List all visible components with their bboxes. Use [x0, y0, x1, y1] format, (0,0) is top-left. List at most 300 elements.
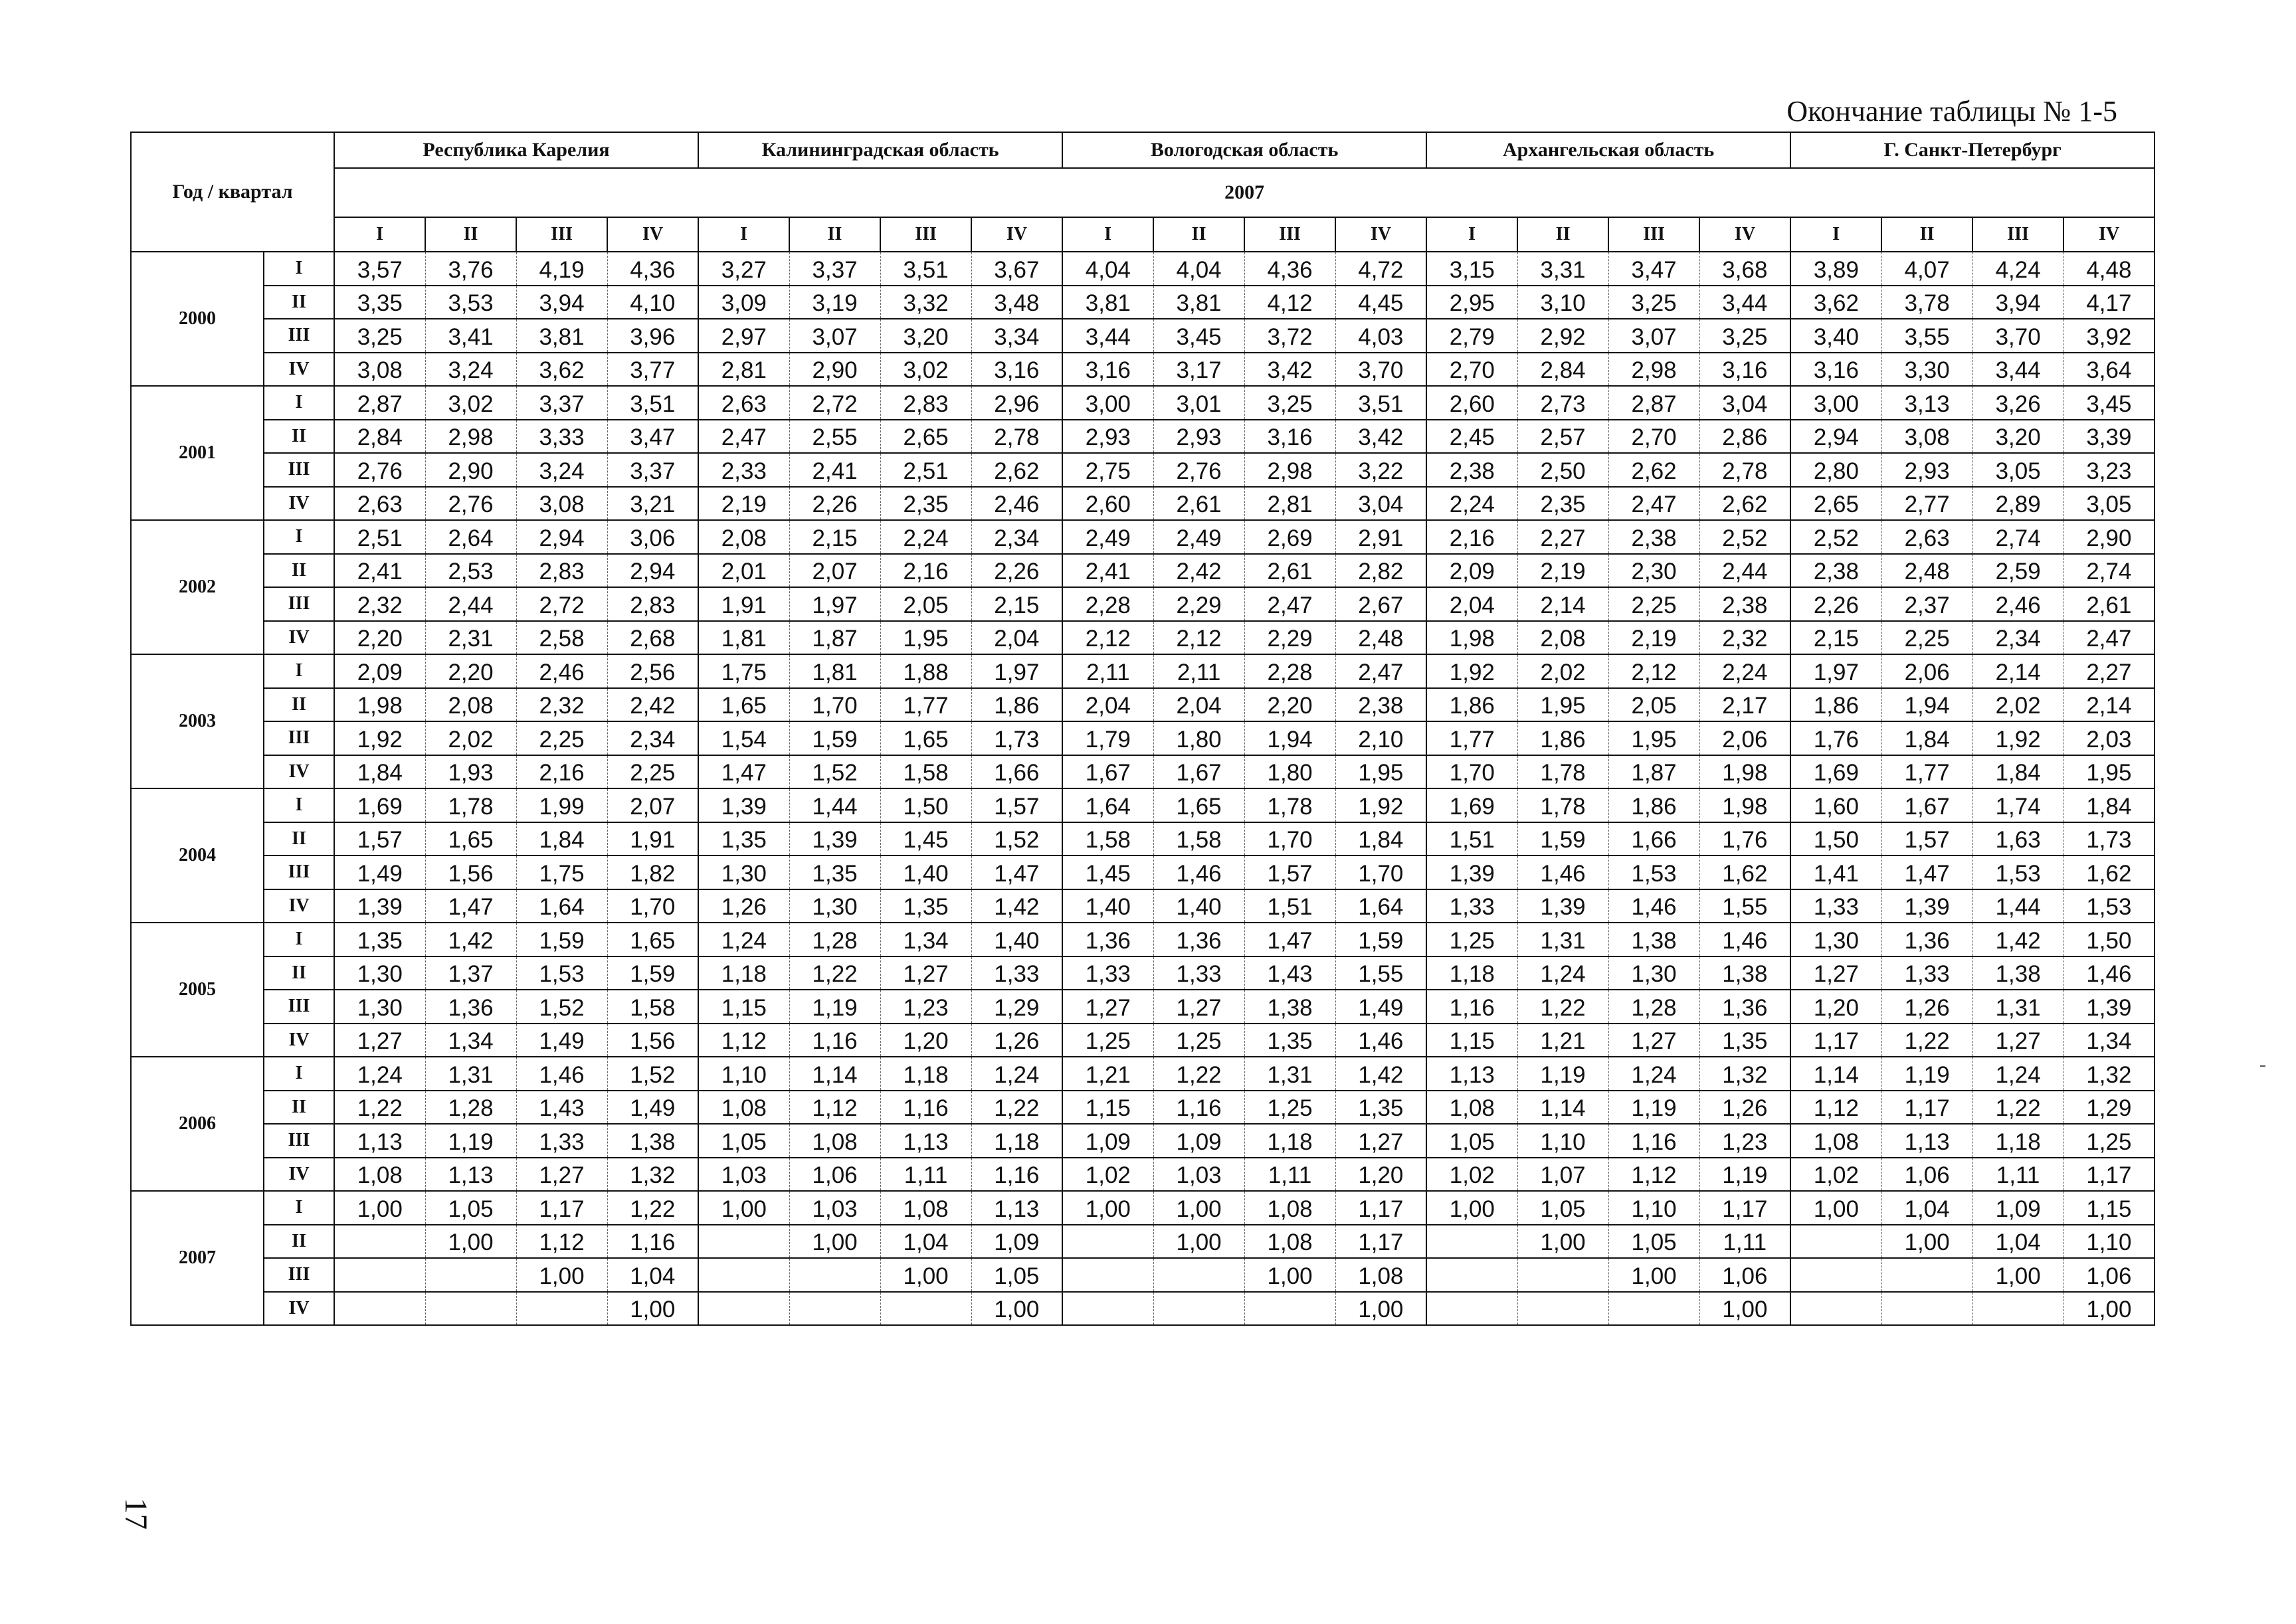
value-cell: 2,20: [425, 654, 516, 688]
value-cell: 1,18: [971, 1124, 1062, 1158]
value-cell: 3,25: [1244, 386, 1335, 420]
value-cell: 2,83: [607, 587, 698, 621]
region-header: Г. Санкт-Петербург: [1790, 132, 2154, 168]
value-cell: 1,25: [1244, 1091, 1335, 1125]
value-cell: 1,10: [1608, 1191, 1699, 1225]
value-cell: 1,35: [1244, 1024, 1335, 1057]
value-cell: 1,59: [789, 721, 880, 755]
value-cell: 2,68: [607, 621, 698, 655]
value-cell: [1608, 1292, 1699, 1326]
value-cell: 1,58: [607, 990, 698, 1024]
table-row: [131, 1124, 2154, 1158]
value-cell: 3,24: [516, 453, 607, 487]
value-cell: 1,16: [607, 1225, 698, 1259]
value-cell: 3,37: [607, 453, 698, 487]
value-cell: 1,26: [1699, 1091, 1790, 1125]
value-cell: 2,12: [1153, 621, 1244, 655]
value-cell: [1881, 1292, 1972, 1326]
quarter-cell: III: [264, 453, 334, 487]
quarter-header: I: [334, 217, 425, 252]
value-cell: 3,53: [425, 286, 516, 319]
value-cell: 1,00: [1426, 1191, 1517, 1225]
value-cell: 2,08: [698, 520, 789, 554]
quarter-cell: I: [264, 386, 334, 420]
value-cell: 1,33: [1790, 889, 1881, 923]
value-cell: 1,24: [1608, 1057, 1699, 1091]
value-cell: 3,15: [1426, 252, 1517, 286]
value-cell: 1,12: [1608, 1158, 1699, 1192]
value-cell: 1,14: [1517, 1091, 1608, 1125]
value-cell: 3,06: [607, 520, 698, 554]
value-cell: 1,18: [1426, 956, 1517, 990]
value-cell: 1,70: [1426, 755, 1517, 789]
value-cell: 1,22: [971, 1091, 1062, 1125]
value-cell: 1,95: [2063, 755, 2154, 789]
table-row: [131, 386, 2154, 420]
value-cell: 1,35: [334, 923, 425, 956]
value-cell: 1,46: [2063, 956, 2154, 990]
table-row: [131, 554, 2154, 588]
value-cell: 1,05: [1426, 1124, 1517, 1158]
value-cell: 3,23: [2063, 453, 2154, 487]
value-cell: 2,24: [1699, 654, 1790, 688]
quarter-cell: I: [264, 252, 334, 286]
quarter-cell: I: [264, 788, 334, 822]
value-cell: 1,32: [2063, 1057, 2154, 1091]
value-cell: 1,30: [334, 990, 425, 1024]
value-cell: 1,08: [789, 1124, 880, 1158]
value-cell: 4,04: [1062, 252, 1153, 286]
value-cell: 3,16: [1062, 353, 1153, 387]
value-cell: 1,00: [1335, 1292, 1426, 1326]
value-cell: 1,08: [1426, 1091, 1517, 1125]
value-cell: 1,00: [698, 1191, 789, 1225]
value-cell: 3,17: [1153, 353, 1244, 387]
value-cell: 1,92: [1972, 721, 2063, 755]
value-cell: 2,25: [516, 721, 607, 755]
value-cell: 1,39: [698, 788, 789, 822]
value-cell: 3,05: [1972, 453, 2063, 487]
value-cell: 1,95: [1608, 721, 1699, 755]
year-cell: 2007: [131, 1191, 264, 1325]
value-cell: 1,00: [1881, 1225, 1972, 1259]
value-cell: 3,62: [516, 353, 607, 387]
value-cell: 1,95: [1335, 755, 1426, 789]
quarter-cell: III: [264, 856, 334, 889]
value-cell: 2,90: [2063, 520, 2154, 554]
value-cell: 1,64: [1062, 788, 1153, 822]
table-row: [131, 1158, 2154, 1192]
quarter-cell: III: [264, 319, 334, 353]
value-cell: 2,82: [1335, 554, 1426, 588]
value-cell: 3,04: [1699, 386, 1790, 420]
value-cell: 1,45: [880, 822, 971, 856]
quarter-cell: IV: [264, 621, 334, 655]
value-cell: 3,10: [1517, 286, 1608, 319]
value-cell: 2,76: [334, 453, 425, 487]
value-cell: [1790, 1258, 1881, 1292]
value-cell: 1,36: [1881, 923, 1972, 956]
value-cell: 2,56: [607, 654, 698, 688]
quarter-header: I: [1790, 217, 1881, 252]
value-cell: 1,39: [334, 889, 425, 923]
quarter-cell: IV: [264, 353, 334, 387]
value-cell: 1,39: [789, 822, 880, 856]
value-cell: 2,24: [880, 520, 971, 554]
value-cell: 2,14: [1517, 587, 1608, 621]
value-cell: 2,89: [1972, 487, 2063, 521]
value-cell: 1,25: [1153, 1024, 1244, 1057]
value-cell: 2,11: [1062, 654, 1153, 688]
table-row: [131, 520, 2154, 554]
value-cell: 2,16: [516, 755, 607, 789]
value-cell: 2,02: [425, 721, 516, 755]
value-cell: 1,63: [1972, 822, 2063, 856]
value-cell: 1,13: [425, 1158, 516, 1192]
value-cell: 1,52: [789, 755, 880, 789]
value-cell: 1,00: [607, 1292, 698, 1326]
value-cell: 3,96: [607, 319, 698, 353]
value-cell: 3,13: [1881, 386, 1972, 420]
value-cell: 1,27: [1972, 1024, 2063, 1057]
year-cell: 2006: [131, 1057, 264, 1191]
value-cell: 1,42: [1972, 923, 2063, 956]
value-cell: 2,38: [1608, 520, 1699, 554]
value-cell: 2,07: [607, 788, 698, 822]
value-cell: 2,12: [1062, 621, 1153, 655]
value-cell: 1,46: [516, 1057, 607, 1091]
value-cell: 1,39: [1426, 856, 1517, 889]
value-cell: [1426, 1292, 1517, 1326]
margin-mark: [2260, 1065, 2265, 1067]
value-cell: 3,24: [425, 353, 516, 387]
value-cell: 1,11: [880, 1158, 971, 1192]
value-cell: 3,57: [334, 252, 425, 286]
value-cell: 3,26: [1972, 386, 2063, 420]
value-cell: 2,42: [1153, 554, 1244, 588]
value-cell: 1,26: [971, 1024, 1062, 1057]
table-row: [131, 286, 2154, 319]
value-cell: 3,16: [1790, 353, 1881, 387]
value-cell: 2,02: [1517, 654, 1608, 688]
value-cell: 1,76: [1790, 721, 1881, 755]
page-number: 17: [118, 1498, 153, 1530]
value-cell: 1,12: [698, 1024, 789, 1057]
value-cell: 2,05: [1608, 688, 1699, 722]
value-cell: 1,16: [1608, 1124, 1699, 1158]
value-cell: 1,09: [1972, 1191, 2063, 1225]
value-cell: 2,20: [334, 621, 425, 655]
value-cell: 2,73: [1517, 386, 1608, 420]
table-row: [131, 1057, 2154, 1091]
value-cell: 2,04: [971, 621, 1062, 655]
value-cell: 2,47: [2063, 621, 2154, 655]
value-cell: 2,70: [1426, 353, 1517, 387]
value-cell: 1,73: [971, 721, 1062, 755]
value-cell: 1,31: [1517, 923, 1608, 956]
table-row: [131, 889, 2154, 923]
value-cell: 2,64: [425, 520, 516, 554]
base-year-header: 2007: [334, 168, 2154, 217]
value-cell: 3,34: [971, 319, 1062, 353]
table-row: [131, 755, 2154, 789]
value-cell: 3,08: [516, 487, 607, 521]
value-cell: 1,17: [1699, 1191, 1790, 1225]
value-cell: 3,81: [1153, 286, 1244, 319]
value-cell: 1,84: [334, 755, 425, 789]
value-cell: 1,33: [971, 956, 1062, 990]
value-cell: 1,19: [425, 1124, 516, 1158]
value-cell: 1,84: [1972, 755, 2063, 789]
value-cell: 3,68: [1699, 252, 1790, 286]
table-row: [131, 856, 2154, 889]
value-cell: 2,63: [1881, 520, 1972, 554]
value-cell: 2,16: [1426, 520, 1517, 554]
value-cell: 1,34: [2063, 1024, 2154, 1057]
value-cell: 1,23: [880, 990, 971, 1024]
value-cell: 4,72: [1335, 252, 1426, 286]
quarter-cell: II: [264, 286, 334, 319]
value-cell: 1,66: [1608, 822, 1699, 856]
value-cell: 3,25: [1608, 286, 1699, 319]
value-cell: 1,75: [698, 654, 789, 688]
value-cell: 3,47: [607, 420, 698, 454]
quarter-header: II: [1517, 217, 1608, 252]
value-cell: 1,27: [1335, 1124, 1426, 1158]
quarter-cell: II: [264, 688, 334, 722]
value-cell: 1,59: [607, 956, 698, 990]
value-cell: 1,00: [1244, 1258, 1335, 1292]
value-cell: 1,87: [1608, 755, 1699, 789]
value-cell: 1,70: [607, 889, 698, 923]
value-cell: 1,22: [334, 1091, 425, 1125]
value-cell: 2,83: [516, 554, 607, 588]
value-cell: 1,35: [880, 889, 971, 923]
value-cell: 1,21: [1062, 1057, 1153, 1091]
value-cell: 1,77: [1881, 755, 1972, 789]
value-cell: 1,03: [698, 1158, 789, 1192]
region-header: Архангельская область: [1426, 132, 1790, 168]
table-caption: Окончание таблицы № 1-5: [1786, 95, 2117, 128]
value-cell: 2,34: [971, 520, 1062, 554]
value-cell: 2,07: [789, 554, 880, 588]
value-cell: 2,52: [1699, 520, 1790, 554]
value-cell: 2,81: [698, 353, 789, 387]
value-cell: 1,92: [1426, 654, 1517, 688]
value-cell: 2,78: [971, 420, 1062, 454]
value-cell: 2,61: [1153, 487, 1244, 521]
value-cell: 2,25: [1608, 587, 1699, 621]
value-cell: [1062, 1258, 1153, 1292]
value-cell: 3,45: [1153, 319, 1244, 353]
value-cell: 1,43: [1244, 956, 1335, 990]
quarter-cell: III: [264, 721, 334, 755]
value-cell: 1,00: [1699, 1292, 1790, 1326]
value-cell: 1,52: [971, 822, 1062, 856]
value-cell: 1,67: [1881, 788, 1972, 822]
value-cell: 2,29: [1153, 587, 1244, 621]
value-cell: 1,57: [1244, 856, 1335, 889]
value-cell: 1,98: [1426, 621, 1517, 655]
value-cell: 1,42: [1335, 1057, 1426, 1091]
table-row: [131, 587, 2154, 621]
header-row-regions: [131, 132, 2154, 168]
quarter-header: III: [880, 217, 971, 252]
quarter-cell: II: [264, 554, 334, 588]
value-cell: 2,01: [698, 554, 789, 588]
table-row: [131, 1258, 2154, 1292]
value-cell: 2,78: [1699, 453, 1790, 487]
value-cell: 1,16: [971, 1158, 1062, 1192]
value-cell: 3,00: [1790, 386, 1881, 420]
value-cell: 1,04: [880, 1225, 971, 1259]
value-cell: 2,15: [1790, 621, 1881, 655]
value-cell: 1,10: [698, 1057, 789, 1091]
value-cell: 1,76: [1699, 822, 1790, 856]
value-cell: 2,04: [1062, 688, 1153, 722]
value-cell: 1,36: [1153, 923, 1244, 956]
value-cell: 1,07: [1517, 1158, 1608, 1192]
value-cell: 3,42: [1244, 353, 1335, 387]
value-cell: 3,19: [789, 286, 880, 319]
value-cell: 2,87: [334, 386, 425, 420]
value-cell: 1,36: [425, 990, 516, 1024]
value-cell: 1,64: [516, 889, 607, 923]
value-cell: [1972, 1292, 2063, 1326]
value-cell: 4,10: [607, 286, 698, 319]
value-cell: 3,02: [880, 353, 971, 387]
value-cell: 3,45: [2063, 386, 2154, 420]
value-cell: 1,51: [1244, 889, 1335, 923]
quarter-cell: I: [264, 654, 334, 688]
value-cell: 2,44: [425, 587, 516, 621]
value-cell: 2,41: [1062, 554, 1153, 588]
value-cell: [698, 1225, 789, 1259]
value-cell: 2,53: [425, 554, 516, 588]
value-cell: 3,77: [607, 353, 698, 387]
value-cell: 1,09: [971, 1225, 1062, 1259]
value-cell: 1,04: [1972, 1225, 2063, 1259]
table-row: [131, 1024, 2154, 1057]
value-cell: 1,30: [698, 856, 789, 889]
value-cell: 1,74: [1972, 788, 2063, 822]
value-cell: 3,62: [1790, 286, 1881, 319]
value-cell: [1062, 1292, 1153, 1326]
quarter-header: IV: [607, 217, 698, 252]
value-cell: 2,28: [1062, 587, 1153, 621]
value-cell: 1,49: [1335, 990, 1426, 1024]
value-cell: 2,84: [1517, 353, 1608, 387]
value-cell: 2,27: [2063, 654, 2154, 688]
value-cell: 1,39: [1881, 889, 1972, 923]
value-cell: 1,93: [425, 755, 516, 789]
value-cell: 1,12: [516, 1225, 607, 1259]
value-cell: 1,78: [425, 788, 516, 822]
value-cell: 1,70: [1244, 822, 1335, 856]
value-cell: 3,37: [789, 252, 880, 286]
value-cell: 1,28: [789, 923, 880, 956]
value-cell: 3,16: [971, 353, 1062, 387]
value-cell: 1,88: [880, 654, 971, 688]
value-cell: 2,48: [1881, 554, 1972, 588]
value-cell: 2,14: [1972, 654, 2063, 688]
value-cell: [334, 1225, 425, 1259]
value-cell: [880, 1292, 971, 1326]
quarter-header: II: [789, 217, 880, 252]
value-cell: 2,09: [1426, 554, 1517, 588]
value-cell: 1,54: [698, 721, 789, 755]
quarter-cell: II: [264, 420, 334, 454]
value-cell: 1,10: [1517, 1124, 1608, 1158]
value-cell: [425, 1292, 516, 1326]
value-cell: 1,42: [971, 889, 1062, 923]
value-cell: 1,33: [516, 1124, 607, 1158]
value-cell: 1,17: [1881, 1091, 1972, 1125]
value-cell: 1,05: [425, 1191, 516, 1225]
value-cell: 2,41: [334, 554, 425, 588]
value-cell: 1,65: [1153, 788, 1244, 822]
value-cell: 2,26: [1790, 587, 1881, 621]
quarter-header: III: [1608, 217, 1699, 252]
quarter-header: III: [1244, 217, 1335, 252]
value-cell: 3,41: [425, 319, 516, 353]
value-cell: 2,03: [2063, 721, 2154, 755]
value-cell: 1,52: [607, 1057, 698, 1091]
region-header: Республика Карелия: [334, 132, 698, 168]
value-cell: 1,00: [1062, 1191, 1153, 1225]
value-cell: 1,40: [971, 923, 1062, 956]
value-cell: 3,81: [516, 319, 607, 353]
value-cell: 3,51: [1335, 386, 1426, 420]
value-cell: 1,19: [1699, 1158, 1790, 1192]
value-cell: 1,46: [1335, 1024, 1426, 1057]
value-cell: 2,32: [334, 587, 425, 621]
value-cell: 1,04: [1881, 1191, 1972, 1225]
value-cell: 1,08: [334, 1158, 425, 1192]
table-row: [131, 688, 2154, 722]
value-cell: 2,69: [1244, 520, 1335, 554]
value-cell: 1,27: [1062, 990, 1153, 1024]
value-cell: 4,24: [1972, 252, 2063, 286]
value-cell: 2,08: [1517, 621, 1608, 655]
value-cell: 3,07: [1608, 319, 1699, 353]
value-cell: 3,89: [1790, 252, 1881, 286]
value-cell: 1,49: [334, 856, 425, 889]
value-cell: 3,04: [1335, 487, 1426, 521]
value-cell: 1,30: [1608, 956, 1699, 990]
value-cell: 1,27: [880, 956, 971, 990]
year-cell: 2002: [131, 520, 264, 654]
value-cell: 2,93: [1881, 453, 1972, 487]
value-cell: 1,86: [971, 688, 1062, 722]
quarter-cell: IV: [264, 755, 334, 789]
value-cell: 2,49: [1153, 520, 1244, 554]
value-cell: 1,27: [516, 1158, 607, 1192]
value-cell: 1,27: [334, 1024, 425, 1057]
value-cell: 1,64: [1335, 889, 1426, 923]
value-cell: 1,42: [425, 923, 516, 956]
value-cell: 1,24: [971, 1057, 1062, 1091]
value-cell: 1,24: [698, 923, 789, 956]
value-cell: 3,20: [1972, 420, 2063, 454]
value-cell: 2,52: [1790, 520, 1881, 554]
value-cell: 1,45: [1062, 856, 1153, 889]
table-row: [131, 621, 2154, 655]
value-cell: 2,84: [334, 420, 425, 454]
value-cell: 2,41: [789, 453, 880, 487]
value-cell: 2,91: [1335, 520, 1426, 554]
value-cell: 1,95: [880, 621, 971, 655]
